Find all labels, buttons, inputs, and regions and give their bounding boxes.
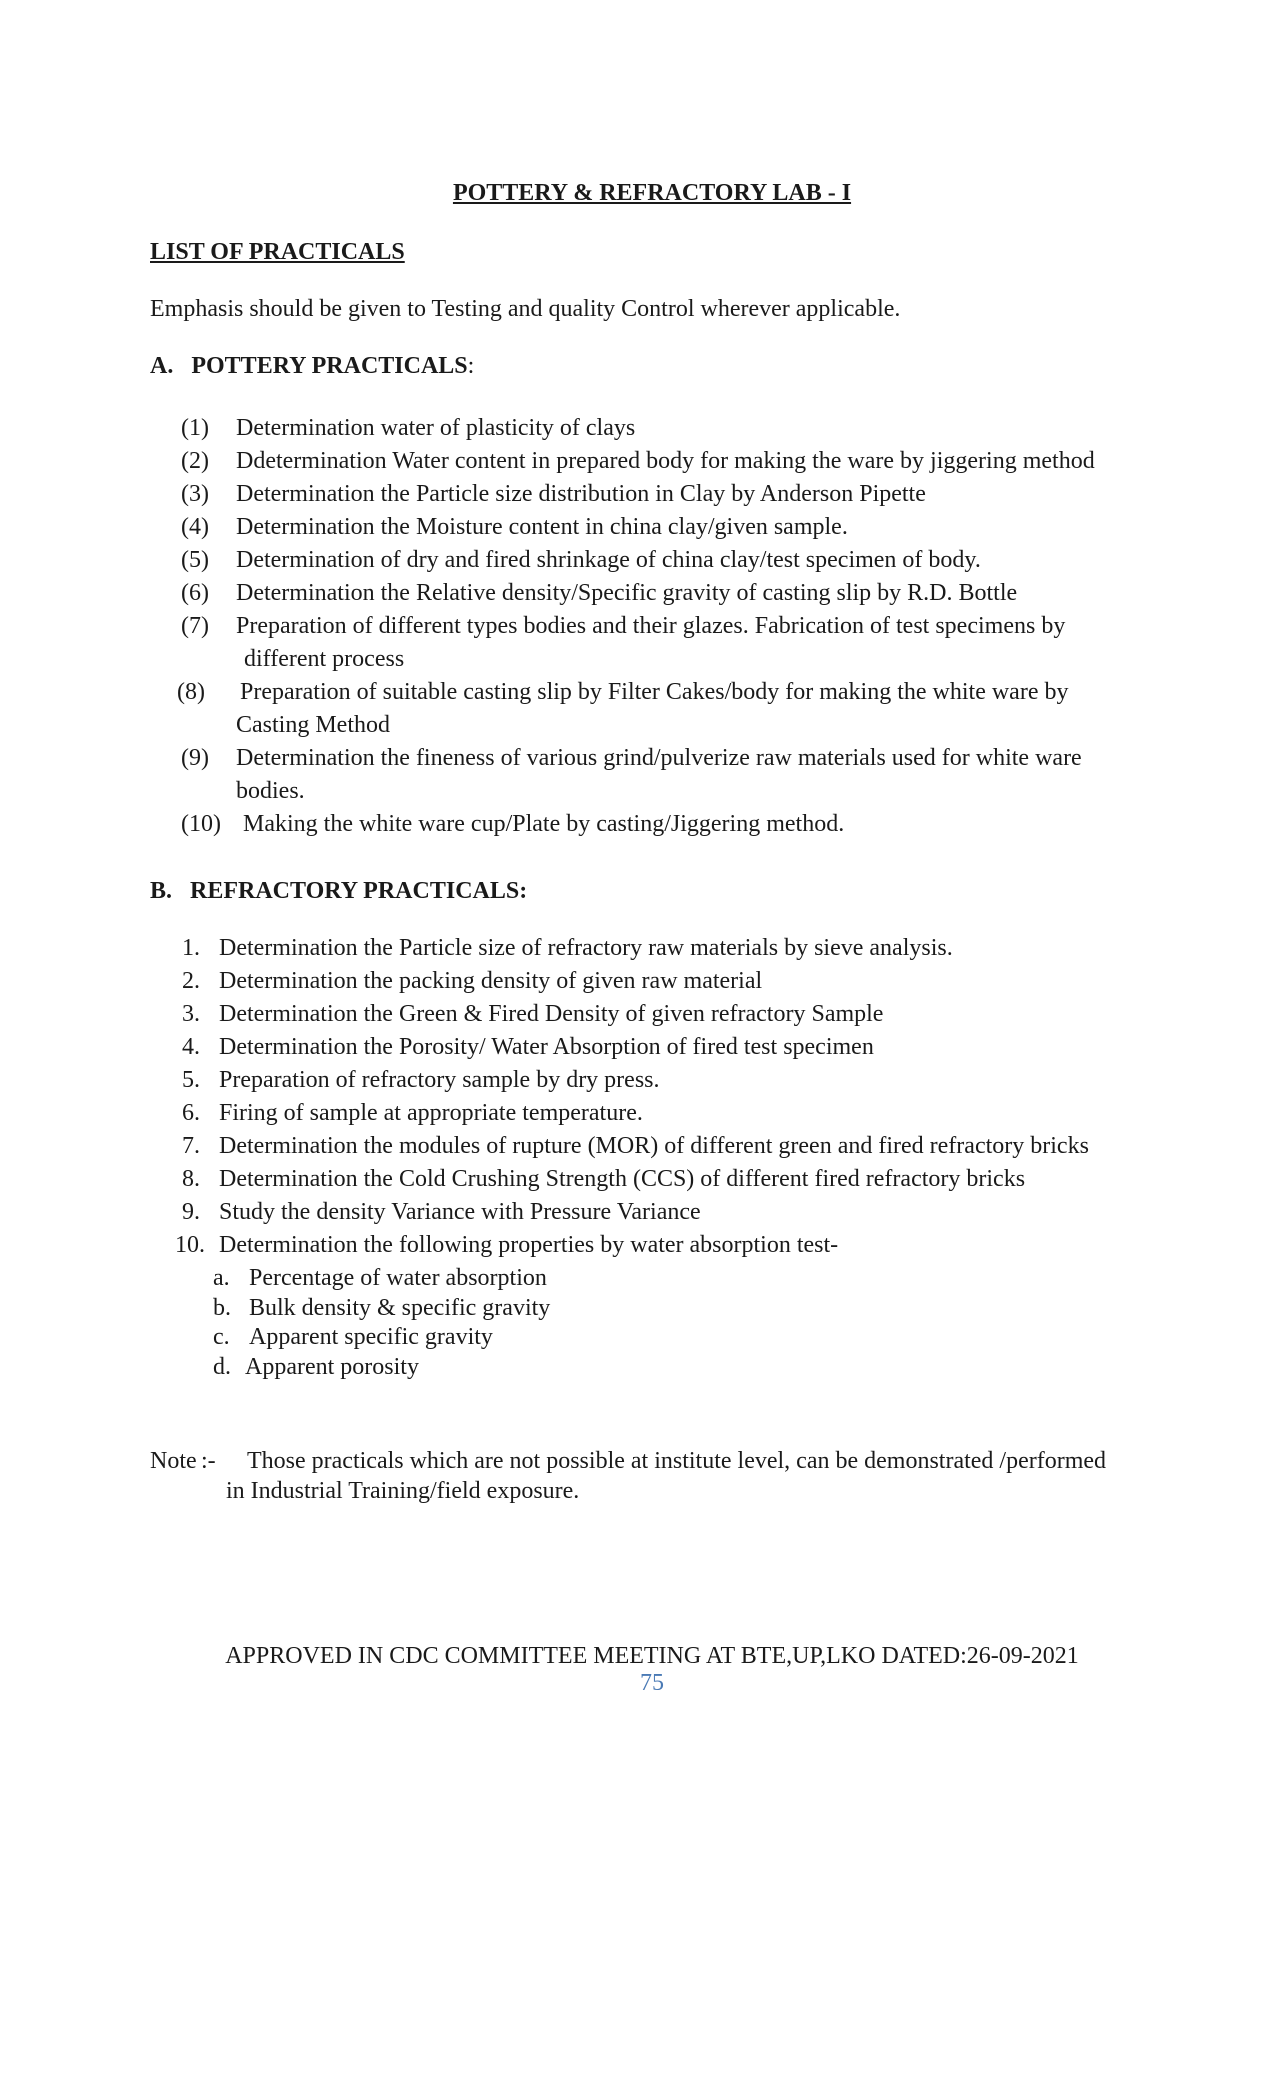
refractory-item-number: 9. (182, 1199, 200, 1225)
emphasis-text: Emphasis should be given to Testing and quality Control wherever applicable. (150, 296, 901, 322)
section-a-colon: : (467, 353, 475, 379)
subitem-text: Apparent specific gravity (249, 1324, 493, 1350)
pottery-item-number: (10) (181, 811, 221, 837)
pottery-item-text: Making the white ware cup/Plate by casting/Jiggering method. (243, 811, 845, 837)
pottery-item-text: Casting Method (236, 712, 390, 738)
pottery-item-text: Determination of dry and fired shrinkage of china clay/test specimen of body. (236, 547, 981, 573)
refractory-item-number: 6. (182, 1100, 200, 1126)
subitem-letter: b. (213, 1294, 231, 1321)
pottery-item-number: (1) (181, 415, 209, 441)
refractory-item-text: Determination the Porosity/ Water Absorption of fired test specimen (219, 1034, 874, 1060)
pottery-item-text: Preparation of different types bodies and their glazes. Fabrication of test specimens by (236, 613, 1066, 639)
pottery-item-text: bodies. (236, 778, 305, 804)
pottery-item-number: (5) (181, 547, 209, 573)
page-title: POTTERY & REFRACTORY LAB - I (452, 180, 852, 206)
pottery-item-number: (6) (181, 580, 209, 606)
refractory-item-number: 8. (182, 1166, 200, 1192)
note-label: Note (150, 1448, 197, 1474)
note-line-1: Those practicals which are not possible at institute level, can be demonstrated /performed (247, 1448, 1107, 1474)
pottery-item-text: Determination the Relative density/Specific gravity of casting slip by R.D. Bottle (236, 580, 1018, 606)
pottery-item-text: Determination water of plasticity of clays (236, 415, 636, 441)
refractory-item-number: 1. (182, 935, 200, 961)
pottery-item-text: Preparation of suitable casting slip by Filter Cakes/body for making the white ware by (240, 679, 1069, 705)
section-a-title: POTTERY PRACTICALS (191, 353, 468, 379)
refractory-item-number: 10. (175, 1232, 205, 1258)
pottery-item-text: different process (244, 646, 405, 672)
subitem-text: Bulk density & specific gravity (249, 1294, 551, 1321)
pottery-item-number: (8) (177, 679, 205, 705)
refractory-item-text: Firing of sample at appropriate temperature. (219, 1100, 643, 1126)
pottery-item-text: Determination the Moisture content in china clay/given sample. (236, 514, 848, 540)
approval-footer: APPROVED IN CDC COMMITTEE MEETING AT BTE,UP,LKO DATED:26-09-2021 (225, 1643, 1079, 1669)
pottery-item-text: Determination the Particle size distribution in Clay by Anderson Pipette (236, 481, 926, 507)
refractory-item-number: 7. (182, 1133, 200, 1159)
section-b-title: REFRACTORY PRACTICALS: (190, 878, 528, 904)
refractory-item-text: Determination the packing density of given raw material (219, 968, 763, 994)
pottery-item-number: (3) (181, 481, 209, 507)
refractory-item-text: Determination the Particle size of refractory raw materials by sieve analysis. (219, 935, 953, 961)
note-separator: :- (201, 1448, 216, 1474)
section-b-prefix: B. (150, 878, 173, 904)
pottery-item-text: Ddetermination Water content in prepared body for making the ware by jiggering method (236, 448, 1095, 474)
list-heading: LIST OF PRACTICALS (150, 239, 405, 265)
pottery-item-number: (7) (181, 613, 209, 639)
refractory-item-number: 3. (182, 1001, 200, 1027)
refractory-item-text: Study the density Variance with Pressure Variance (219, 1199, 701, 1225)
pottery-item-number: (2) (181, 448, 209, 474)
refractory-item-text: Determination the modules of rupture (MOR) of different green and fired refractory bricks (219, 1133, 1089, 1159)
subitem-text: Apparent porosity (245, 1353, 419, 1380)
refractory-item-text: Preparation of refractory sample by dry press. (219, 1067, 660, 1093)
section-a-heading (150, 353, 474, 380)
subitem-text: Percentage of water absorption (249, 1265, 547, 1291)
refractory-item-text: Determination the following properties by water absorption test- (219, 1232, 839, 1258)
section-a-prefix: A. (150, 353, 174, 379)
section-b-heading (150, 878, 527, 905)
refractory-item-number: 5. (182, 1067, 200, 1093)
pottery-item-text: Determination the fineness of various grind/pulverize raw materials used for white ware (236, 745, 1082, 771)
note-line-2: in Industrial Training/field exposure. (226, 1478, 580, 1504)
subitem-letter: c. (213, 1324, 230, 1350)
subitem-letter: d. (213, 1353, 231, 1380)
page-number: 75 (640, 1670, 664, 1696)
refractory-item-number: 2. (182, 968, 200, 994)
refractory-item-text: Determination the Green & Fired Density of given refractory Sample (219, 1001, 884, 1027)
refractory-item-number: 4. (182, 1034, 200, 1060)
pottery-item-number: (9) (181, 745, 209, 771)
pottery-item-number: (4) (181, 514, 209, 540)
subitem-letter: a. (213, 1265, 230, 1291)
refractory-item-text: Determination the Cold Crushing Strength (CCS) of different fired refractory bricks (219, 1166, 1026, 1192)
